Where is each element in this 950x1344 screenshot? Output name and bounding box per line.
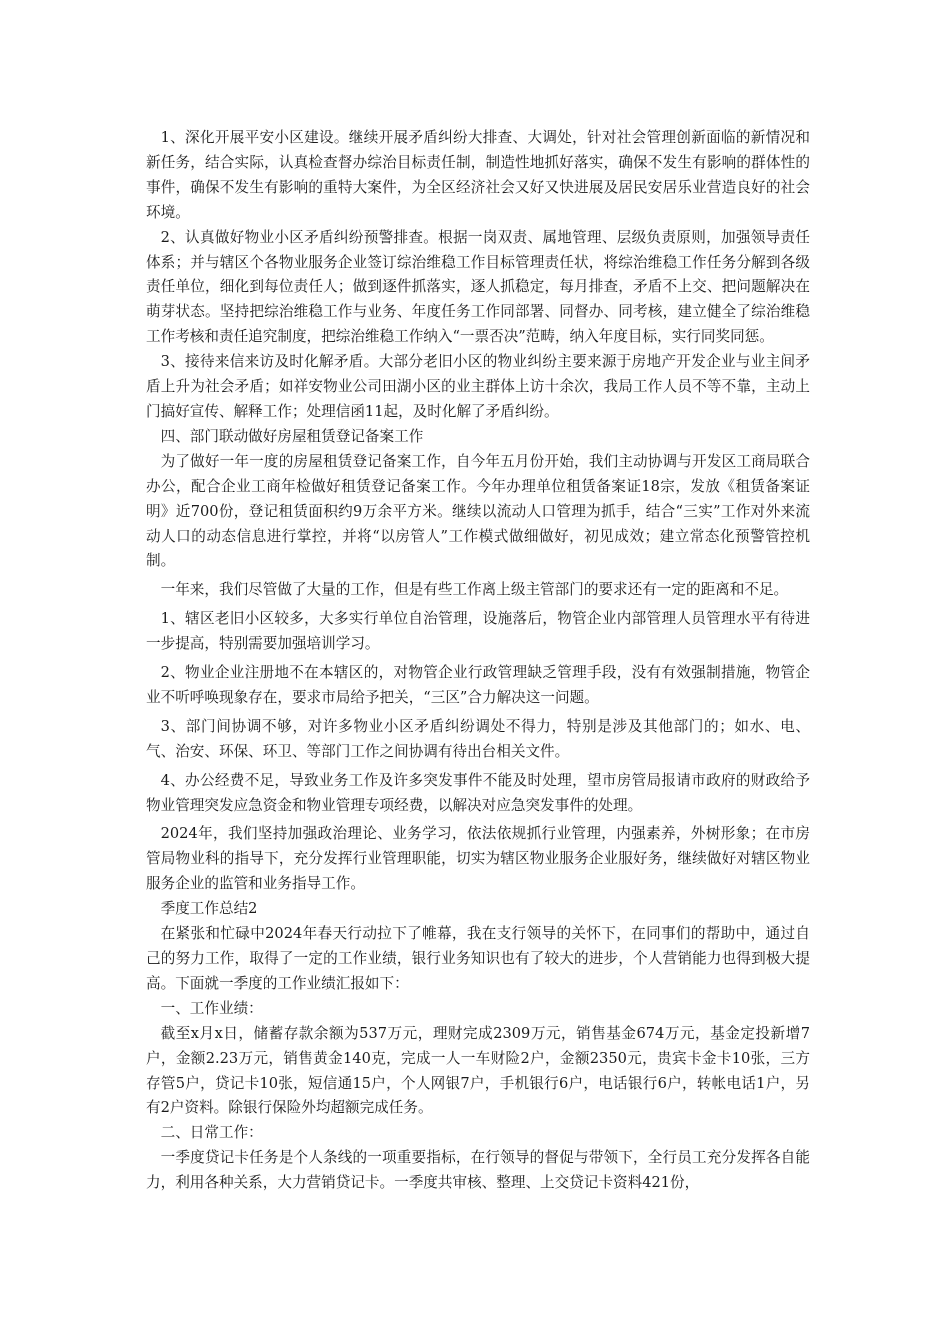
paragraph: 1、辖区老旧小区较多，大多实行单位自治管理，设施落后，物管企业内部管理人员管理水平有待进一步提高，特别需要加强培训学习。 <box>146 610 810 653</box>
paragraph: 一年来，我们尽管做了大量的工作，但是有些工作离上级主管部门的要求还有一定的距离和不足。 <box>160 581 789 599</box>
paragraph: 3、部门间协调不够，对许多物业小区矛盾纠纷调处不得力，特别是涉及其他部门的；如水、电、气、治安、环保、环卫、等部门工作之间协调有待出台相关文件。 <box>146 717 810 760</box>
paragraph: 截至x月x日，储蓄存款余额为537万元，理财完成2309万元，销售基金674万元，基金定投新增7户，金额2.23万元，销售黄金140克，完成一人一车财险2户，金额2350元，贵宾卡金卡10张，三方存管5户，贷记卡10张，短信通15户，个人网银7户，手机银行6户，电话银行6户，转帐电话1户，另有2户资料。除银行保险外均超额完成任务。 <box>146 1024 810 1117</box>
paragraph: 2024年，我们坚持加强政治理论、业务学习，依法依规抓行业管理，内强素养，外树形象；在市房管局物业科的指导下，充分发挥行业管理职能，切实为辖区物业服务企业服好务，继续做好对辖区物业服务企业的监管和业务指导工作。 <box>146 825 810 893</box>
paragraph: 在紧张和忙碌中2024年春天行动拉下了帷幕，我在支行领导的关怀下，在同事们的帮助中，通过自己的努力工作，取得了一定的工作业绩，银行业务知识也有了较大的进步，个人营销能力也得到极大提高。下面就一季度的工作业绩汇报如下： <box>146 925 810 992</box>
section-heading: 季度工作总结2 <box>160 900 258 918</box>
section-heading: 二、日常工作： <box>160 1124 263 1142</box>
paragraph: 1、深化开展平安小区建设。继续开展矛盾纠纷大排查、大调处，针对社会管理创新面临的新情况和新任务，结合实际，认真检查督办综治目标责任制，制造性地抓好落实，确保不发生有影响的群体性的事件，确保不发生有影响的重特大案件，为全区经济社会又好又快进展及居民安居乐业营造良好的社会环境。 <box>146 129 810 221</box>
document-body <box>146 126 810 1196</box>
paragraph: 为了做好一年一度的房屋租赁登记备案工作，自今年五月份开始，我们主动协调与开发区工商局联合办公，配合企业工商年检做好租赁登记备案工作。今年办理单位租赁备案证18宗，发放《租赁备案证明》近700份，登记租赁面积约9万余平方米。继续以流动人口管理为抓手，结合“三实”工作对外来流动人口的动态信息进行掌控，并将“以房管人”工作模式做细做好，初见成效；建立常态化预警管控机制。 <box>146 452 810 570</box>
section-heading: 四、部门联动做好房屋租赁登记备案工作 <box>160 427 424 445</box>
section-heading: 一、工作业绩： <box>160 999 263 1017</box>
paragraph: 2、认真做好物业小区矛盾纠纷预警排查。根据一岗双责、属地管理、层级负责原则，加强领导责任体系；并与辖区个各物业服务企业签订综治维稳工作目标管理责任状，将综治维稳工作任务分解到各级责任单位，细化到每位责任人；做到逐件抓落实，逐人抓稳定，每月排查，矛盾不上交、把问题解决在萌芽状态。坚持把综治维稳工作与业务、年度任务工作同部署、同督办、同考核，建立健全了综治维稳工作考核和责任追究制度，把综治维稳工作纳入“一票否决”范畴，纳入年度目标，实行同奖同惩。 <box>146 228 810 346</box>
paragraph: 3、接待来信来访及时化解矛盾。大部分老旧小区的物业纠纷主要来源于房地产开发企业与业主间矛盾上升为社会矛盾；如祥安物业公司田湖小区的业主群体上访十余次，我局工作人员不等不靠，主动上门搞好宣传、解释工作；处理信函11起，及时化解了矛盾纠纷。 <box>146 353 810 420</box>
paragraph: 一季度贷记卡任务是个人条线的一项重要指标，在行领导的督促与带领下，全行员工充分发挥各自能力，利用各种关系，大力营销贷记卡。一季度共审核、整理、上交贷记卡资料421份， <box>146 1149 810 1192</box>
paragraph: 2、物业企业注册地不在本辖区的，对物管企业行政管理缺乏管理手段，没有有效强制措施，物管企业不听呼唤现象存在，要求市局给予把关，“三区”合力解决这一问题。 <box>146 664 810 706</box>
paragraph: 4、办公经费不足，导致业务工作及许多突发事件不能及时处理，望市房管局报请市政府的财政给予物业管理突发应急资金和物业管理专项经费，以解决对应急突发事件的处理。 <box>146 771 810 814</box>
